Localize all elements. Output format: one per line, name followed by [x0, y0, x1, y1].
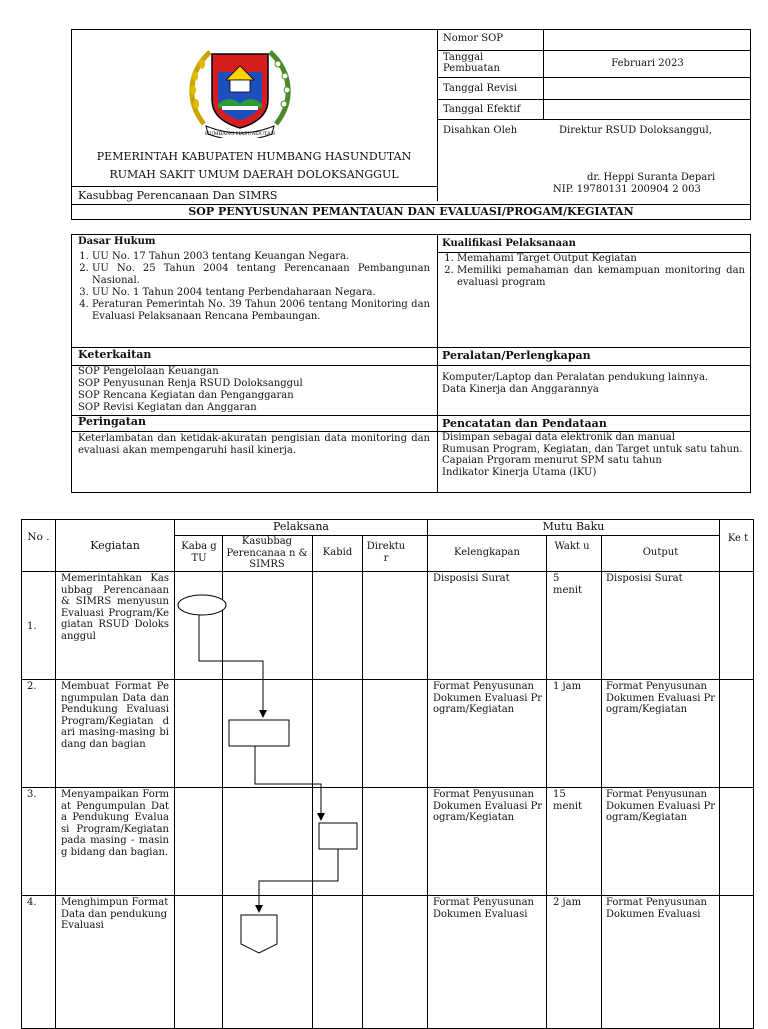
row-output: Format Penyusunan Dokumen Evaluasi Program/Kegiatan: [606, 789, 716, 823]
dasar-hukum-item: 4. Peraturan Pemerintah No. 39 Tahun 2006 tentang Monitoring dan Evaluasi Pelaksanaan Rencana Pembaungan.: [92, 299, 430, 323]
nomor-sop-label: Nomor SOP: [443, 33, 504, 44]
start-terminator: [178, 595, 226, 615]
dasar-hukum-item: 3. UU No. 1 Tahun 2004 tentang Perbendaharaan Negara.: [92, 287, 430, 299]
keterkaitan-item: SOP Rencana Kegiatan dan Penganggaran: [78, 390, 294, 401]
col-kabid: Kabid: [322, 547, 353, 558]
col-ket: Ke t: [727, 533, 749, 544]
pencatatan-item: Rumusan Program, Kegiatan, dan Target untuk satu tahun.: [442, 443, 743, 455]
keterkaitan-label: Keterkaitan: [78, 348, 152, 361]
dasar-hukum-item: 1. UU No. 17 Tahun 2003 tentang Keuangan Negara.: [92, 251, 430, 263]
tanggal-revisi-label: Tanggal Revisi: [443, 83, 518, 94]
disahkan-label: Disahkan Oleh: [443, 125, 518, 136]
keterkaitan-item: SOP Revisi Kegiatan dan Anggaran: [78, 402, 257, 413]
col-kegiatan: Kegiatan: [90, 539, 140, 552]
unit-name: Kasubbag Perencanaan Dan SIMRS: [78, 189, 278, 202]
offpage-connector: [241, 915, 277, 953]
pencatatan-label: Pencatatan dan Pendataan: [442, 417, 607, 430]
row-kegiatan: Menyampaikan Format Pengumpulan Data Pendukung Evaluasi Program/Kegiatan pada masing - masing bidang dan bagian.: [61, 789, 169, 858]
disahkan-nip: NIP. 19780131 200904 2 003: [553, 184, 701, 195]
row-kelengkapan: Format Penyusunan Dokumen Evaluasi Program/Kegiatan: [433, 789, 543, 823]
peringatan-text: Keterlambatan dan ketidak-akuratan pengisian data monitoring dan evaluasi akan mempengaruhi hasil kinerja.: [78, 433, 430, 456]
col-direktur: Direktu r: [366, 541, 406, 564]
kualifikasi-label: Kualifikasi Pelaksanaan: [442, 238, 576, 249]
peringatan-label: Peringatan: [78, 415, 146, 428]
row-no: 3.: [27, 789, 37, 800]
row-no: 4.: [27, 897, 37, 908]
row-output: Format Penyusunan Dokumen Evaluasi: [606, 897, 707, 920]
logo-caption: HUMBANG HASUNDUTAN: [204, 131, 276, 137]
peralatan-item: Data Kinerja dan Anggarannya: [442, 384, 599, 395]
process-box-3: [319, 823, 357, 849]
col-mutu-baku: Mutu Baku: [542, 520, 605, 533]
row-waktu: 2 jam: [553, 897, 582, 908]
col-kabag-tu: Kaba g TU: [181, 541, 217, 564]
row-no: 1.: [27, 621, 37, 632]
pencatatan-item: Capaian Prgoram menurut SPM satu tahun: [442, 455, 662, 466]
col-kelengkapan: Kelengkapan: [454, 547, 520, 558]
col-kasubbag: Kasubbag Perencanaa n & SIMRS: [226, 536, 308, 570]
row-kegiatan: Menghimpun Format Data dan pendukung Evaluasi: [61, 897, 169, 931]
connector-1: [199, 615, 263, 717]
col-waktu: Wakt u: [554, 541, 590, 552]
peralatan-item: Komputer/Laptop dan Peralatan pendukung lainnya.: [442, 372, 709, 383]
org-line1: PEMERINTAH KABUPATEN HUMBANG HASUNDUTAN: [96, 150, 412, 163]
process-box-2: [229, 720, 289, 746]
row-kelengkapan: Format Penyusunan Dokumen Evaluasi Program/Kegiatan: [433, 681, 543, 715]
col-output: Output: [642, 547, 679, 558]
row-kegiatan: Membuat Format Pengumpulan Data dan Pendukung Evaluasi Program/Kegiatan dari masing-masing bidang dan bagian: [61, 681, 169, 750]
tanggal-pembuatan-label: Tanggal Pembuatan: [443, 52, 500, 74]
col-no: No .: [27, 531, 50, 543]
kualifikasi-item: 2. Memiliki pemahaman dan kemampuan monitoring dan evaluasi program: [457, 265, 745, 289]
peralatan-label: Peralatan/Perlengkapan: [442, 349, 591, 362]
row-waktu: 1 jam: [553, 681, 582, 692]
keterkaitan-item: SOP Penyusunan Renja RSUD Doloksanggul: [78, 378, 303, 389]
col-pelaksana: Pelaksana: [272, 520, 329, 533]
row-output: Disposisi Surat: [606, 573, 683, 584]
dasar-hukum-item: 2. UU No. 25 Tahun 2004 tentang Perencanaan Pembangunan Nasional.: [92, 263, 430, 287]
disahkan-name: dr. Heppi Suranta Depari: [587, 172, 716, 183]
org-line2: RUMAH SAKIT UMUM DAERAH DOLOKSANGGUL: [109, 168, 399, 181]
tanggal-pembuatan-value: Februari 2023: [611, 58, 684, 69]
pencatatan-item: Disimpan sebagai data elektronik dan manual: [442, 432, 675, 443]
row-kegiatan: Memerintahkan Kasubbag Perencanaan & SIMRS menyusun Evaluasi Program/Kegiatan RSUD Doloksanggul: [61, 573, 169, 642]
row-waktu: 5 menit: [553, 573, 583, 596]
sop-title: SOP PENYUSUNAN PEMANTAUAN DAN EVALUASI/PROGAM/KEGIATAN: [188, 205, 634, 218]
row-no: 2.: [27, 681, 37, 692]
kualifikasi-item: 1. Memahami Target Output Kegiatan: [457, 253, 745, 265]
connector-2: [255, 746, 321, 820]
tanggal-efektif-label: Tanggal Efektif: [443, 104, 521, 115]
row-kelengkapan: Format Penyusunan Dokumen Evaluasi: [433, 897, 534, 920]
pencatatan-item: Indikator Kinerja Utama (IKU): [442, 466, 597, 478]
dasar-hukum-label: Dasar Hukum: [78, 236, 156, 247]
keterkaitan-item: SOP Pengelolaan Keuangan: [78, 366, 219, 377]
disahkan-title: Direktur RSUD Doloksanggul,: [559, 125, 712, 136]
row-kelengkapan: Disposisi Surat: [433, 573, 510, 584]
row-waktu: 15 menit: [553, 789, 583, 812]
row-output: Format Penyusunan Dokumen Evaluasi Program/Kegiatan: [606, 681, 716, 715]
connector-3: [259, 849, 338, 912]
